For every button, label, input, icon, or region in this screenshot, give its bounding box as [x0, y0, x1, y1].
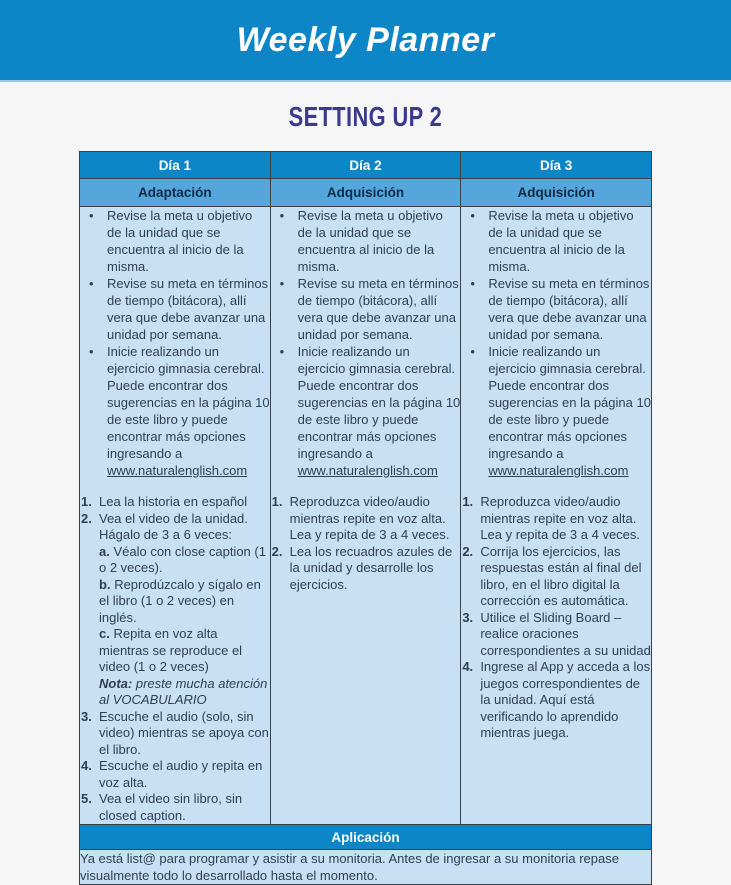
- bullet-icon: •: [279, 276, 285, 291]
- application-header-row: [80, 825, 652, 850]
- day1-step-list: [80, 494, 270, 824]
- body-row: [80, 207, 652, 825]
- day-header-row: [80, 152, 652, 179]
- bullet-icon: •: [470, 344, 475, 359]
- list-item: • Revise la meta u objetivo de la unidad que se encuentra al inicio de la misma.: [89, 208, 253, 274]
- nota-line: Nota: preste mucha atención al VOCABULARIO: [99, 675, 268, 707]
- list-item: 2. Corrija los ejercicios, las respuestas están al final del libro, en el libro digital la corrección es automática.: [462, 543, 642, 608]
- application-text-cell: Ya está list@ para programar y asistir a su monitoria. Antes de ingresar a su monitoria repase visualmente todo lo desarrollado hasta el momento.: [80, 850, 652, 885]
- list-item: • Inicie realizando un ejercicio gimnasia cerebral. Puede encontrar dos sugerencias en la página 10 de este libro y puede encontrar más opciones ingresando a www.naturalenglish.com: [279, 344, 461, 478]
- day2-header: Día 2: [270, 152, 461, 179]
- list-subitem: c. Repita en voz alta mientras se reproduce el video (1 o 2 veces): [99, 626, 243, 674]
- day2-body-cell: [270, 207, 461, 825]
- bullet-icon: •: [89, 276, 94, 291]
- list-item: 1. Lea la historia en español: [81, 494, 248, 509]
- list-item: • Inicie realizando un ejercicio gimnasia cerebral. Puede encontrar dos sugerencias en la página 10 de este libro y puede encontrar más opciones ingresando a www.naturalenglish.com: [89, 344, 270, 478]
- day1-phase-header: Adaptación: [80, 179, 271, 207]
- subtitle-area: [0, 82, 731, 151]
- day3-phase-header: Adquisición: [461, 179, 652, 207]
- bullet-icon: •: [470, 276, 475, 291]
- list-item: 1. Reproduzca video/audio mientras repite en voz alta. Lea y repita de 3 a 4 veces.: [462, 494, 641, 542]
- day3-step-list: [461, 494, 651, 742]
- list-item: 3. Escuche el audio (solo, sin video) mientras se apoya con el libro.: [81, 708, 269, 757]
- naturalenglish-link[interactable]: www.naturalenglish.com: [297, 463, 438, 478]
- bullet-icon: •: [279, 208, 285, 223]
- bullet-icon: •: [279, 344, 285, 359]
- day1-body-cell: [80, 207, 271, 825]
- phase-header-row: [80, 179, 652, 207]
- list-item: 3. Utilice el Sliding Board – realice oraciones correspondientes a su unidad: [462, 609, 651, 658]
- list-item: 4. Ingrese al App y acceda a los juegos correspondientes de la unidad. Aquí está verificando lo aprendido mientras juega.: [462, 659, 651, 740]
- day2-bullet-list: [271, 207, 461, 479]
- bullet-icon: •: [470, 208, 475, 223]
- top-banner: [0, 0, 731, 82]
- weekly-planner-table: [79, 151, 652, 885]
- list-item: 5. Vea el video sin libro, sin closed caption.: [81, 791, 243, 823]
- list-item: • Revise su meta en términos de tiempo (bitácora), allí vera que debe avanzar una unidad por semana.: [279, 276, 459, 342]
- day3-body-cell: [461, 207, 652, 825]
- list-item: 2. Lea los recuadros azules de la unidad y desarrolle los ejercicios.: [271, 543, 453, 592]
- list-item: • Revise la meta u objetivo de la unidad que se encuentra al inicio de la misma.: [470, 208, 634, 274]
- day1-header: Día 1: [80, 152, 271, 179]
- list-item: • Inicie realizando un ejercicio gimnasia cerebral. Puede encontrar dos sugerencias en la página 10 de este libro y puede encontrar más opciones ingresando a www.naturalenglish.com: [470, 344, 651, 478]
- naturalenglish-link[interactable]: www.naturalenglish.com: [107, 463, 248, 478]
- list-item: 4. Escuche el audio y repita en voz alta.: [81, 758, 263, 790]
- list-subitem: a. Véalo con close caption (1 o 2 veces).: [99, 543, 266, 575]
- list-subitem: b. Reprodúzcalo y sígalo en el libro (1 o 2 veces) en inglés.: [99, 576, 261, 625]
- day3-bullet-list: [461, 207, 651, 479]
- list-item: • Revise la meta u objetivo de la unidad que se encuentra al inicio de la misma.: [279, 208, 443, 274]
- day2-phase-header: Adquisición: [270, 179, 461, 207]
- day2-step-list: [271, 494, 461, 593]
- page-title: Weekly Planner: [236, 20, 495, 59]
- application-header: Aplicación: [80, 825, 652, 850]
- application-body-row: [80, 850, 652, 885]
- day3-header: Día 3: [461, 152, 652, 179]
- list-item: • Revise su meta en términos de tiempo (bitácora), allí vera que debe avanzar una unidad por semana.: [89, 276, 269, 342]
- list-item: • Revise su meta en términos de tiempo (bitácora), allí vera que debe avanzar una unidad por semana.: [470, 276, 650, 342]
- naturalenglish-link[interactable]: www.naturalenglish.com: [488, 463, 629, 478]
- section-subtitle: SETTING UP 2: [288, 100, 443, 132]
- bullet-icon: •: [89, 344, 94, 359]
- day1-bullet-list: [80, 207, 270, 479]
- list-item: 1. Reproduzca video/audio mientras repite en voz alta. Lea y repita de 3 a 4 veces.: [271, 494, 450, 542]
- bullet-icon: •: [89, 208, 94, 223]
- list-item: 2. Vea el video de la unidad. Hágalo de 3 a 6 veces:: [81, 510, 248, 542]
